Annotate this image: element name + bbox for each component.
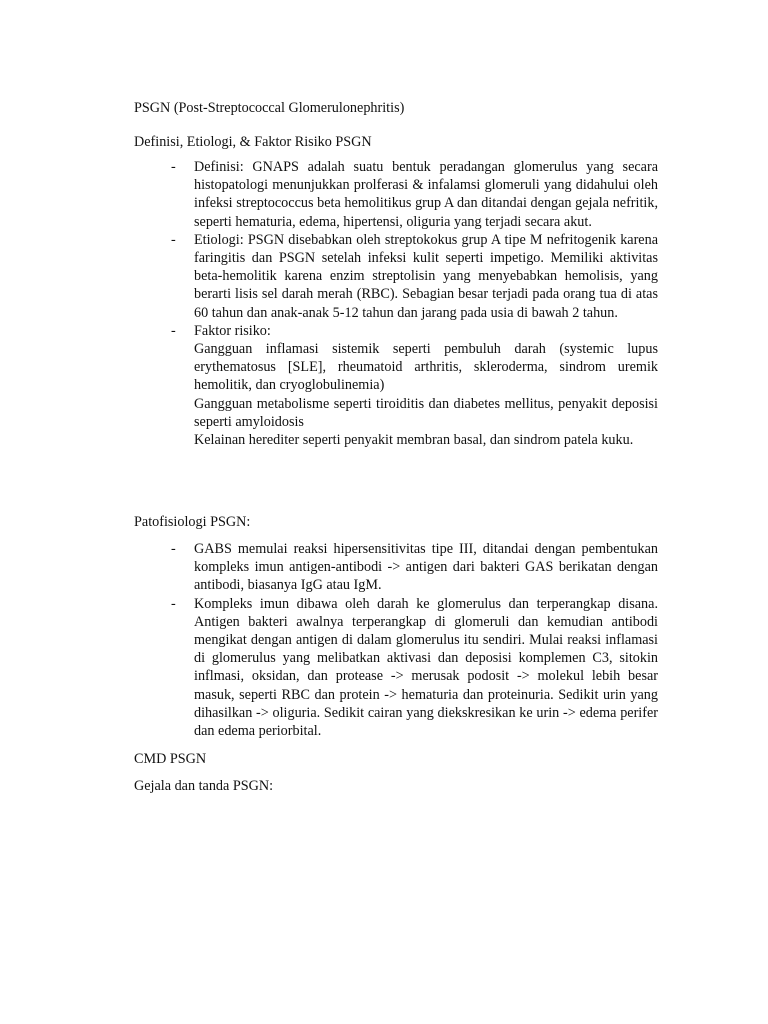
faktor-risiko-label: Faktor risiko: [194, 322, 271, 339]
list-item-kompleks-imun [134, 595, 658, 741]
list-bullet: - [171, 541, 176, 557]
definisi-paragraph: Definisi: GNAPS adalah suatu bentuk peradangan glomerulus yang secara histopatologi menunjukkan prolferasi & infalamsi glomeruli yang didahului oleh infeksi streptococcus beta hemolitikus grup A dan ditandai dengan gejala nefritik, seperti hematuria, edema, hipertensi, oliguria yang terjadi secara akut. [194, 159, 658, 230]
faktor-risiko-inflamasi: Gangguan inflamasi sistemik seperti pembuluh darah (systemic lupus erythematosus [SLE], rheumatoid arthritis, skleroderma, sindrom uremik hemolitik, dan cryoglobulinemia) [194, 341, 658, 394]
list-item-definisi [134, 158, 658, 231]
list-bullet: - [171, 322, 176, 339]
gabs-paragraph: GABS memulai reaksi hipersensitivitas tipe III, ditandai dengan pembentukan kompleks imun antigen-antibodi -> antigen dari bakteri GAS berikatan dengan antibodi, biasanya IgG atau IgM. [194, 541, 658, 594]
section-heading-cmd: CMD PSGN [134, 751, 207, 767]
list-item-faktor-risiko [134, 322, 658, 449]
patofisiologi-list [134, 540, 658, 740]
faktor-risiko-herediter: Kelainan herediter seperti penyakit membran basal, dan sindrom patela kuku. [194, 432, 634, 449]
section-heading-patofisiologi: Patofisiologi PSGN: [134, 514, 251, 530]
section-heading-gejala: Gejala dan tanda PSGN: [134, 778, 274, 794]
list-item-etiologi [134, 231, 658, 322]
document-title: PSGN (Post-Streptococcal Glomerulonephritis) [134, 100, 405, 116]
list-bullet: - [171, 231, 176, 248]
faktor-risiko-metabolisme: Gangguan metabolisme seperti tiroiditis dan diabetes mellitus, penyakit deposisi seperti amyloidosis [194, 395, 658, 430]
list-bullet: - [171, 159, 176, 175]
list-item-gabs [134, 540, 658, 595]
definisi-list [134, 158, 658, 449]
etiologi-paragraph: Etiologi: PSGN disebabkan oleh streptokokus grup A tipe M nefritogenik karena faringitis dan PSGN setelah infeksi kulit seperti impetigo. Memiliki aktivitas beta-hemolitik karena enzim streptolisin yang menyebabkan hemolisis, yang berarti lisis sel darah merah (RBC). Sebagian besar terjadi pada orang tua di atas 60 tahun dan anak-anak 5-12 tahun dan jarang pada usia di bawah 2 tahun. [194, 231, 658, 321]
kompleks-imun-paragraph: Kompleks imun dibawa oleh darah ke glomerulus dan terperangkap disana. Antigen bakteri awalnya terperangkap di glomeruli dan kemudian antibodi mengikat dengan antigen di dalam glomerulus itu sendiri. Mulai reaksi inflamasi di glomerulus yang melibatkan aktivasi dan deposisi komplemen C3, sitokin inflmasi, oksidan, dan protease -> merusak podosit -> molekul lebih besar masuk, seperti RBC dan protein -> hematuria dan proteinuria. Sedikit urin yang dihasilkan -> oliguria. Sedikit cairan yang diekskresikan ke urin -> edema perifer dan edema periorbital. [194, 595, 658, 740]
list-bullet: - [171, 595, 176, 612]
section-heading-definisi: Definisi, Etiologi, & Faktor Risiko PSGN [134, 134, 372, 150]
